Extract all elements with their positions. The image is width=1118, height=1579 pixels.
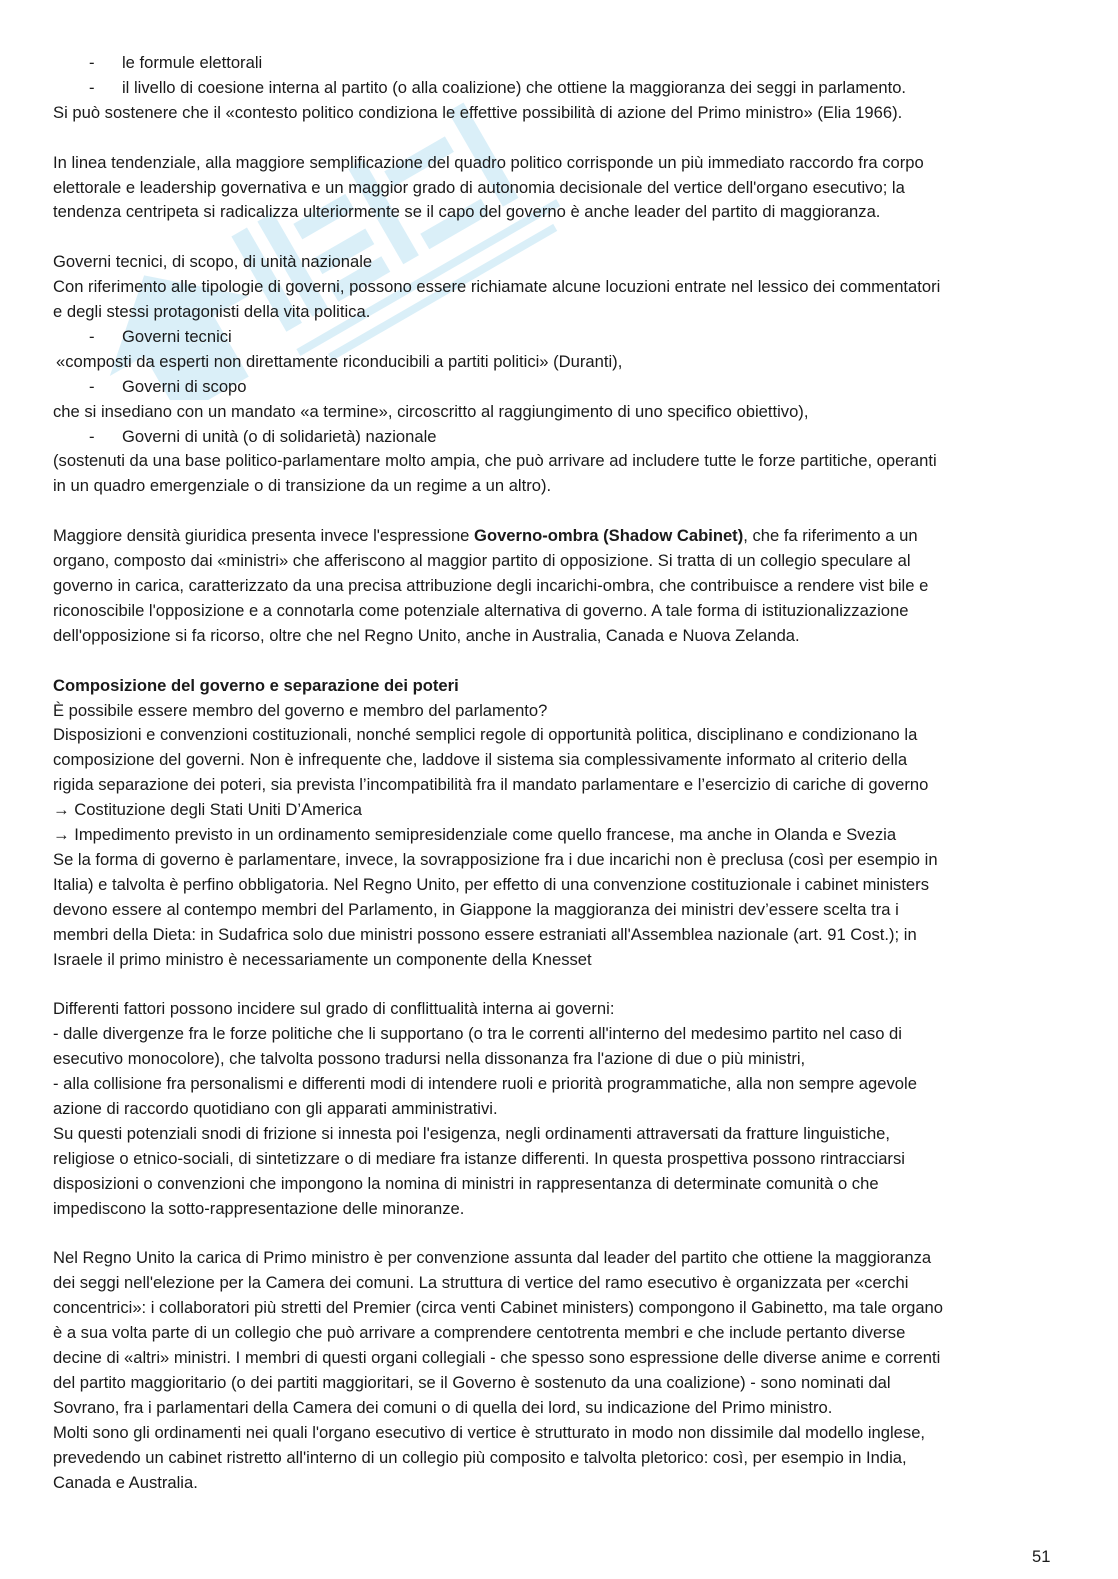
- text-line: dei seggi nell'elezione per la Camera dei comuni. La struttura di vertice del ramo esecutivo è organizzata per «cerchi: [53, 1273, 909, 1293]
- text-body: [53, 51, 1063, 1495]
- text-line: Se la forma di governo è parlamentare, invece, la sovrapposizione fra i due incarichi non è preclusa (così per esempio in: [53, 849, 938, 869]
- list-item: - Governi di unità (o di solidarietà) nazionale: [89, 426, 437, 446]
- text-line: Molti sono gli ordinamenti nei quali l'organo esecutivo di vertice è strutturato in modo non dissimile dal modello inglese,: [53, 1422, 926, 1442]
- text-line: azione di raccordo quotidiano con gli apparati amministrativi.: [53, 1098, 498, 1118]
- text-line: Con riferimento alle tipologie di governi, possono essere richiamate alcune locuzioni entrate nel lessico dei commentatori: [53, 277, 941, 297]
- text-line: esecutivo monocolore), che talvolta possono tradursi nella dissonanza fra l'azione di due o più ministri,: [53, 1049, 806, 1069]
- text-line: in un quadro emergenziale o di transizione da un regime a un altro).: [53, 476, 552, 496]
- text-line: Israele il primo ministro è necessariamente un componente della Knesset: [53, 949, 592, 969]
- text-line: governo in carica, caratterizzato da una precisa attribuzione degli incarichi-ombra, che contribuisce a rendere vist bile e: [53, 575, 929, 595]
- page-number: 51: [1032, 1547, 1051, 1566]
- text-line: → Costituzione degli Stati Uniti D’America: [53, 800, 362, 820]
- text-line: Maggiore densità giuridica presenta invece l'espressione Governo-ombra (Shadow Cabinet), che fa riferimento a un: [53, 526, 918, 546]
- text-line: organo, composto dai «ministri» che afferiscono al maggior partito di opposizione. Si tratta di un collegio speculare al: [53, 551, 911, 571]
- text-line: tendenza centripeta si radicalizza ulteriormente se il capo del governo è anche leader del partito di maggioranza.: [53, 202, 881, 222]
- list-item: - le formule elettorali: [89, 53, 263, 72]
- text-line: Differenti fattori possono incidere sul grado di conflittualità interna ai governi:: [53, 999, 615, 1019]
- text-line: - alla collisione fra personalismi e differenti modi di intendere ruoli e priorità programmatiche, alla non sempre agevole: [53, 1074, 917, 1094]
- text-line: elettorale e leadership governativa e un maggior grado di autonomia decisionale del vertice dell'organo esecutivo; la: [53, 177, 905, 197]
- text-line: devono essere al contempo membri del Parlamento, in Giappone la maggioranza dei ministri dev’essere scelta tra i: [53, 899, 899, 919]
- text-line: Su questi potenziali snodi di frizione si innesta poi l'esigenza, negli ordinamenti attraversati da fratture linguistiche,: [53, 1123, 891, 1143]
- text-line: religiose o etnico-sociali, di sintetizzare o di mediare fra istanze differenti. In questa prospettiva possono rintracciarsi: [53, 1148, 905, 1168]
- text-line: composizione del governi. Non è infrequente che, laddove il sistema sia complessivamente informato al criterio della: [53, 750, 908, 770]
- section-heading: Composizione del governo e separazione dei poteri: [53, 675, 459, 695]
- text-line: disposizioni o convenzioni che impongono la nomina di ministri in rappresentanza di determinate comunità o che: [53, 1173, 879, 1193]
- text-line: decine di «altri» ministri. I membri di questi organi collegiali - che spesso sono espressione delle diverse anime e correnti: [53, 1348, 941, 1368]
- text-line: (sostenuti da una base politico-parlamentare molto ampia, che può arrivare ad includere tutte le forze partitiche, operanti: [53, 451, 937, 471]
- text-line: Canada e Australia.: [53, 1472, 198, 1492]
- text-line: - dalle divergenze fra le forze politiche che li supportano (o tra le correnti all'interno del medesimo partito nel caso di: [53, 1024, 902, 1044]
- text-line: Si può sostenere che il «contesto politico condiziona le effettive possibilità di azione del Primo ministro» (Elia 1966).: [53, 102, 903, 122]
- text-line: prevedendo un cabinet ristretto all'interno di un collegio più composito e talvolta pletorico: così, per esempio in India,: [53, 1447, 907, 1467]
- text-line: In linea tendenziale, alla maggiore semplificazione del quadro politico corrisponde un più immediato raccordo fra corpo: [53, 152, 924, 172]
- text-line: impediscono la sotto-rappresentazione delle minoranze.: [53, 1198, 465, 1218]
- list-item: - il livello di coesione interna al partito (o alla coalizione) che ottiene la maggioranza dei seggi in parlamento.: [89, 77, 907, 97]
- text-line: riconoscibile l'opposizione e a connotarla come potenziale alternativa di governo. A tale forma di istituzionalizzazione: [53, 600, 909, 620]
- text-line: «composti da esperti non direttamente riconducibili a partiti politici» (Duranti),: [56, 351, 623, 371]
- text-line: Sovrano, fra i parlamentari della Camera dei comuni o di quella dei lord, su indicazione del Primo ministro.: [53, 1397, 833, 1417]
- section-heading: Governi tecnici, di scopo, di unità nazionale: [53, 252, 373, 272]
- text-line: → Impedimento previsto in un ordinamento semipresidenziale come quello francese, ma anche in Olanda e Svezia: [53, 825, 897, 845]
- text-line: è a sua volta parte di un collegio che può arrivare a comprendere centotrenta membri e che include pertanto diverse: [53, 1323, 906, 1343]
- text-line: concentrici»: i collaboratori più stretti del Premier (circa venti Cabinet ministers) compongono il Gabinetto, ma tale organo: [53, 1298, 944, 1318]
- text-line: Italia) e talvolta è perfino obbligatoria. Nel Regno Unito, per effetto di una convenzione costituzionale i cabinet ministers: [53, 874, 929, 894]
- text-line: Nel Regno Unito la carica di Primo ministro è per convenzione assunta dal leader del partito che ottiene la maggioranza: [53, 1248, 932, 1268]
- text-line: membri della Dieta: in Sudafrica solo due ministri possono essere estraniati all'Assemblea nazionale (art. 91 Cost.); in: [53, 924, 917, 944]
- list-item: - Governi di scopo: [89, 376, 247, 396]
- text-line: rigida separazione dei poteri, sia prevista l’incompatibilità fra il mandato parlamentare e l’esercizio di cariche di governo: [53, 775, 929, 795]
- text-line: che si insediano con un mandato «a termine», circoscritto al raggiungimento di uno specifico obiettivo),: [53, 401, 809, 421]
- bold-term: Governo-ombra (Shadow Cabinet): [474, 526, 744, 546]
- text-line: È possibile essere membro del governo e membro del parlamento?: [53, 700, 548, 720]
- text-line: Disposizioni e convenzioni costituzionali, nonché semplici regole di opportunità politica, disciplinano e condizionano la: [53, 725, 918, 745]
- text-line: dell'opposizione si fa ricorso, oltre che nel Regno Unito, anche in Australia, Canada e Nuova Zelanda.: [53, 625, 800, 645]
- list-item: - Governi tecnici: [89, 326, 232, 346]
- text-line: del partito maggioritario (o dei partiti maggioritari, se il Governo è sostenuto da una coalizione) - sono nominati dal: [53, 1372, 891, 1392]
- text-line: e degli stessi protagonisti della vita politica.: [53, 302, 371, 322]
